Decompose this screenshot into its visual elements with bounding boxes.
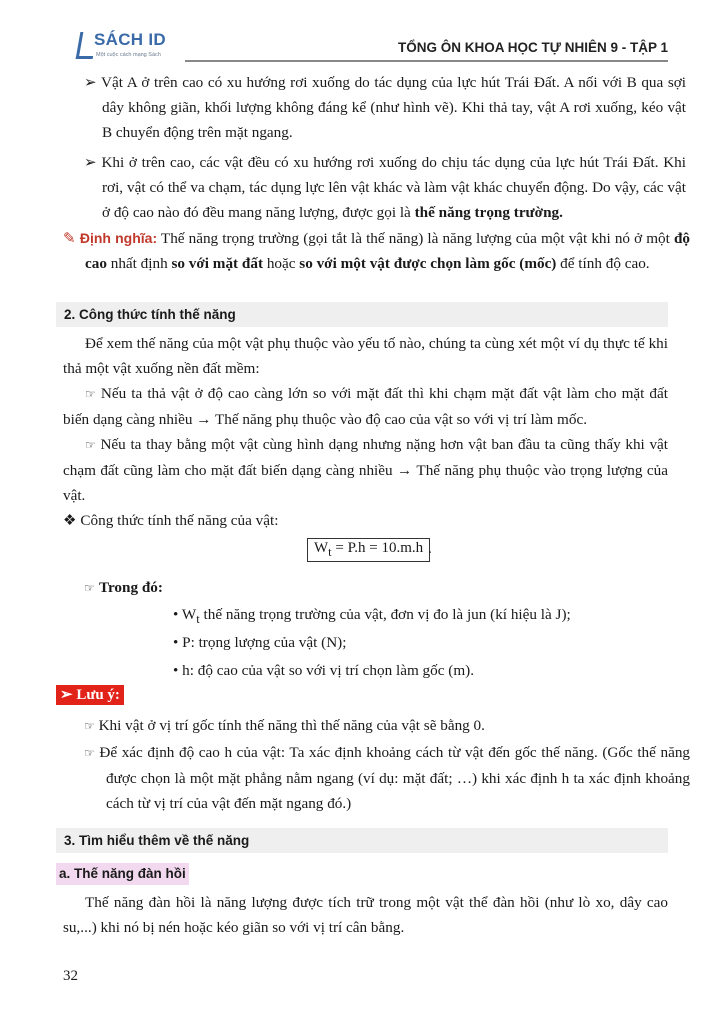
publisher-logo (78, 30, 188, 70)
pointing-hand-icon: ☞ (85, 387, 101, 401)
observation-text: Nếu ta thay bằng một vật cùng hình dạng nhưng nặng hơn vật ban đầu ta cũng thấy khi vật chạm đất cũng làm cho mặt đất biến dạng càng nhiều → Thế năng phụ thuộc vào trọng lượng của vật. (63, 436, 668, 504)
definition-text: để tính độ cao. (556, 255, 650, 272)
note-item-text: Để xác định độ cao h của vật: Ta xác định khoảng cách từ vật đến gốc thế năng. (Gốc thế năng được chọn là một mặt phẳng nằm ngang (ví dụ: mặt đất; …) khi xác định h ta xác định khoảng cách từ vị trí của vật đến mặt ngang đó.) (99, 744, 691, 812)
definition-bold: độ cao (85, 230, 690, 272)
bullet-bold-term: thế năng trọng trường. (414, 204, 563, 221)
definition-label: Định nghĩa: (79, 230, 158, 246)
bullet-text: Khi ở trên cao, các vật đều có xu hướng rơi xuống do chịu tác dụng của lực hút Trái Đất. Khi rơi, vật có thể va chạm, tác dụng lực lên vật khác và làm vật khác chuyển động. Do vậy, các vật ở độ cao nào đó đều mang năng lượng, được gọi là (101, 154, 686, 221)
intro-bullet (84, 70, 686, 145)
note-item (84, 713, 690, 739)
note-item-text: Khi vật ở vị trí gốc tính thế năng thì thế năng của vật sẽ bằng 0. (98, 717, 485, 734)
where-label-text: Trong đó: (98, 579, 163, 596)
where-item: • P: trọng lượng của vật (N); (173, 634, 347, 651)
arrow-bullet-icon: ➢ (84, 154, 102, 171)
formula-symbol: W (314, 540, 329, 556)
section-heading: 3. Tìm hiểu thêm về thế năng (56, 828, 668, 853)
pointing-hand-icon: ☞ (84, 746, 100, 760)
note-label (56, 685, 124, 705)
definition (63, 226, 690, 276)
where-item-text: P: trọng lượng của vật (N); (182, 634, 347, 651)
formula-period: . (428, 540, 432, 557)
where-item: • $W_t$ thế năng trọng trường của vật, đơn vị đo là jun (kí hiệu là J); (173, 606, 571, 627)
note-label-text: Lưu ý: (76, 687, 120, 703)
observation (63, 432, 668, 508)
pointing-hand-icon: ☞ (85, 438, 101, 452)
formula-label-text: Công thức tính thế năng của vật: (80, 512, 279, 529)
bullet-text: Vật A ở trên cao có xu hướng rơi xuống do tác dụng của lực hút Trái Đất. A nối với B qua sợi dây không giãn, khối lượng không đáng kể (như hình vẽ). Khi thả tay, vật A rơi xuống, kéo vật B chuyển động trên mặt ngang. (101, 74, 686, 141)
pencil-icon: ✎ (63, 230, 80, 247)
where-label (84, 575, 163, 601)
symbol-subscript: t (196, 612, 200, 627)
formula-label (63, 508, 668, 533)
where-item-text: thế năng trọng trường của vật, đơn vị đo là jun (kí hiệu là J); (199, 606, 571, 623)
pointing-hand-icon: ☞ (84, 719, 99, 733)
paragraph: Để xem thế năng của một vật phụ thuộc vào yếu tố nào, chúng ta cùng xét một ví dụ thực tế khi thả một vật xuống nền đất mềm: (63, 335, 668, 377)
definition-bold: so với một vật được chọn làm gốc (mốc) (299, 255, 557, 272)
observation (63, 381, 668, 432)
intro-bullet (84, 150, 686, 225)
where-item: • h: độ cao của vật so với vị trí chọn làm gốc (m). (173, 662, 475, 679)
pointing-hand-icon: ☞ (84, 581, 99, 595)
header-divider (185, 60, 668, 62)
arrow-bullet-icon: ➢ (60, 687, 77, 703)
section-heading: 2. Công thức tính thế năng (56, 302, 668, 327)
note-item (84, 740, 690, 816)
logo-text: SÁCH ID (94, 30, 166, 49)
definition-bold: so với mặt đất (171, 255, 264, 272)
where-item-text: h: độ cao của vật so với vị trí chọn làm gốc (m). (182, 662, 475, 679)
observation-text: Nếu ta thả vật ở độ cao càng lớn so với mặt đất thì khi chạm mặt đất vật làm cho mặt đất biến dạng càng nhiều → Thế năng phụ thuộc vào độ cao của vật so với vị trí làm mốc. (63, 385, 668, 428)
formula-expression: = P.h = 10.m.h (331, 540, 424, 556)
logo-tagline: Một cuộc cách mạng Sách (96, 52, 161, 58)
definition-text: hoặc (263, 255, 300, 272)
subsection-heading: a. Thế năng đàn hồi (56, 863, 189, 885)
formula-box (307, 538, 430, 562)
formula-subscript: t (328, 545, 332, 559)
page-number: 32 (63, 968, 78, 984)
book-title: TỔNG ÔN KHOA HỌC TỰ NHIÊN 9 - TẬP 1 (398, 40, 668, 55)
definition-text: nhất định (106, 255, 172, 272)
arrow-bullet-icon: ➢ (84, 74, 102, 91)
diamond-bullet-icon: ❖ (63, 512, 81, 529)
definition-text: Thế năng trọng trường (gọi tắt là thế năng) là năng lượng của một vật khi nó ở một (157, 230, 674, 247)
symbol: W (181, 606, 197, 623)
paragraph: Thế năng đàn hồi là năng lượng được tích trữ trong một vật thể đàn hồi (như lò xo, dây cao su,...) khi nó bị nén hoặc kéo giãn so với vị trí cân bằng. (63, 894, 668, 936)
